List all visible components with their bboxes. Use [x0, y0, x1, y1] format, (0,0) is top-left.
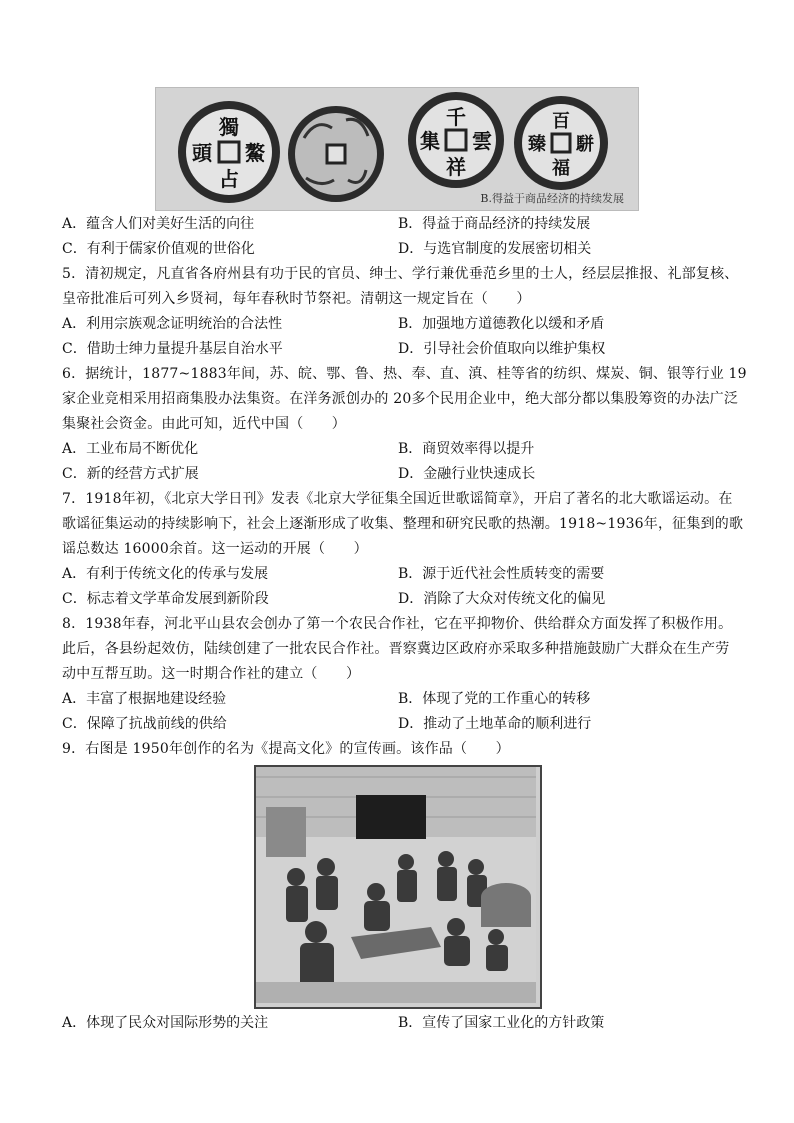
coin1-char-top: 獨: [219, 115, 239, 139]
coin1-char-right: 鰲: [245, 141, 265, 165]
q5-stem-line-1: 5．清初规定，凡直省各府州县有功于民的官员、绅士、学行兼优垂范乡里的士人，经层层推报、礼部复核、: [62, 266, 739, 282]
q4-option-a: A．蕴含人们对美好生活的向往: [62, 216, 255, 232]
q5-option-c: C．借助士绅力量提升基层自治水平: [62, 341, 283, 357]
q6-stem-line-2: 家企业竞相采用招商集股办法集资。在洋务派创办的 20多个民用企业中，绝大部分都以集股筹资的办法广泛: [62, 391, 739, 407]
q7-option-a: A．有利于传统文化的传承与发展: [62, 566, 269, 582]
q6-stem-line-3: 集聚社会资金。由此可知，近代中国（ ）: [62, 416, 346, 432]
q6-option-b: B．商贸效率得以提升: [398, 441, 535, 457]
q9-option-a: A．体现了民众对国际形势的关注: [62, 1015, 269, 1031]
q8-stem-line-2: 此后，各县纷起效仿，陆续创建了一批农民合作社。晋察冀边区政府亦采取多种措施鼓励广大群众在生产劳: [62, 641, 730, 657]
q6-stem-line-1: 6．据统计，1877~1883年间，苏、皖、鄂、鲁、热、奉、直、滇、桂等省的纺织、煤炭、铜、银等行业 19: [62, 366, 747, 382]
q8-stem-line-1: 8．1938年春，河北平山县农会创办了第一个农民合作社，它在平抑物价、供给群众方面发挥了积极作用。: [62, 616, 733, 632]
q9-option-b: B．宣传了国家工业化的方针政策: [398, 1015, 605, 1031]
q6-option-d: D．金融行业快速成长: [398, 466, 536, 482]
q5-option-b: B．加强地方道德教化以缓和矛盾: [398, 316, 605, 332]
blackboard: [356, 795, 426, 839]
q9-stem: 9．右图是 1950年创作的名为《提高文化》的宣传画。该作品（ ）: [62, 741, 510, 757]
coin1-char-left: 頭: [192, 141, 212, 165]
q7-option-c: C．标志着文学革命发展到新阶段: [62, 591, 269, 607]
q8-option-d: D．推动了土地革命的顺利进行: [398, 716, 592, 732]
coin4-char-left: 臻: [528, 134, 546, 155]
coin4-char-bottom: 福: [552, 158, 570, 179]
q8-option-a: A．丰富了根据地建设经验: [62, 691, 227, 707]
coin3-char-bottom: 祥: [446, 155, 466, 179]
q7-stem-line-1: 7．1918年初，《北京大学日刊》发表《北京大学征集全国近世歌谣简章》，开启了著名的北大歌谣运动。在: [62, 491, 733, 507]
coin4-char-top: 百: [552, 111, 570, 132]
q7-option-b: B．源于近代社会性质转变的需要: [398, 566, 605, 582]
coin1-char-bottom: 占: [219, 167, 239, 191]
q6-option-c: C．新的经营方式扩展: [62, 466, 199, 482]
q7-stem-line-3: 谣总数达 16000余首。这一运动的开展（ ）: [62, 541, 368, 557]
poster-illustration: [256, 767, 536, 1003]
q7-stem-line-2: 歌谣征集运动的持续影响下，社会上逐渐形成了收集、整理和研究民歌的热潮。1918~1936年，征集到的歌: [62, 516, 744, 532]
q5-option-a: A．利用宗族观念证明统治的合法性: [62, 316, 283, 332]
coins-figure-caption: B.得益于商品经济的持续发展: [480, 192, 624, 205]
q4-option-d: D．与选官制度的发展密切相关: [398, 241, 592, 257]
q4-option-b: B．得益于商品经济的持续发展: [398, 216, 591, 232]
coin3-char-right: 雲: [472, 129, 492, 153]
q4-option-c: C．有利于儒家价值观的世俗化: [62, 241, 255, 257]
coin4-char-right: 駢: [576, 134, 594, 155]
q5-stem-line-2: 皇帝批准后可列入乡贤祠，每年春秋时节祭祀。清朝这一规定旨在（ ）: [62, 291, 531, 307]
coin-2: [288, 106, 384, 202]
q8-option-b: B．体现了党的工作重心的转移: [398, 691, 591, 707]
q7-option-d: D．消除了大众对传统文化的偏见: [398, 591, 606, 607]
coin3-char-top: 千: [446, 105, 466, 129]
q6-option-a: A．工业布局不断优化: [62, 441, 199, 457]
q8-option-c: C．保障了抗战前线的供给: [62, 716, 227, 732]
q5-option-d: D．引导社会价值取向以维护集权: [398, 341, 606, 357]
q8-stem-line-3: 动中互帮互助。这一时期合作社的建立（ ）: [62, 666, 361, 682]
propaganda-poster-figure: [254, 765, 542, 1009]
coins-figure: [155, 87, 639, 211]
coin3-char-left: 集: [420, 129, 440, 153]
